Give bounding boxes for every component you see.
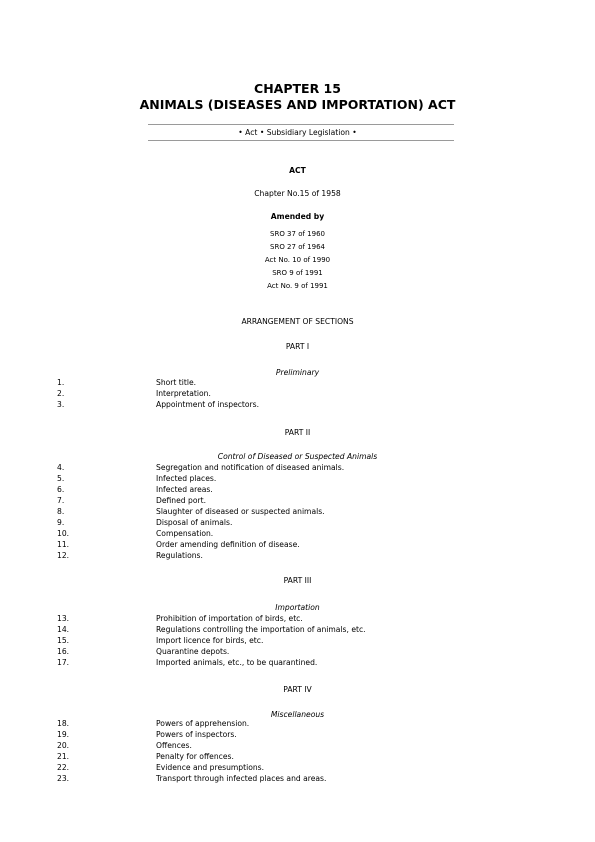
section-number: 15. xyxy=(57,636,70,645)
section-title[interactable]: Slaughter of diseased or suspected animals. xyxy=(156,507,325,516)
section-title[interactable]: Defined port. xyxy=(156,496,207,505)
amended-by-label: Amended by xyxy=(270,212,325,221)
section-number: 4. xyxy=(57,463,65,472)
section-row[interactable] xyxy=(0,752,595,763)
section-row[interactable] xyxy=(0,540,595,551)
section-title[interactable]: Compensation. xyxy=(156,529,214,538)
part-subtitle: Miscellaneous xyxy=(270,710,325,719)
section-row[interactable] xyxy=(0,496,595,507)
section-title[interactable]: Interpretation. xyxy=(156,389,211,398)
section-title[interactable]: Order amending definition of disease. xyxy=(156,540,300,549)
act-link[interactable]: Act xyxy=(245,128,258,137)
section-number: 21. xyxy=(57,752,70,761)
amendment-item: SRO 9 of 1991 xyxy=(272,269,323,277)
section-number: 6. xyxy=(57,485,65,494)
section-row[interactable] xyxy=(0,774,595,785)
section-row[interactable] xyxy=(0,614,595,625)
part-label: PART I xyxy=(285,342,310,351)
section-title[interactable]: Segregation and notification of diseased animals. xyxy=(156,463,345,472)
section-row[interactable] xyxy=(0,551,595,562)
legislation-nav xyxy=(0,128,595,137)
section-title[interactable]: Offences. xyxy=(156,741,192,750)
nav-bullet: • xyxy=(238,128,243,137)
part-subtitle: Control of Diseased or Suspected Animals xyxy=(217,452,378,461)
section-title[interactable]: Transport through infected places and areas. xyxy=(156,774,327,783)
part-subtitle: Preliminary xyxy=(275,368,320,377)
section-title[interactable]: Powers of inspectors. xyxy=(156,730,237,739)
section-row[interactable] xyxy=(0,763,595,774)
section-number: 1. xyxy=(57,378,65,387)
section-title[interactable]: Appointment of inspectors. xyxy=(156,400,260,409)
section-number: 20. xyxy=(57,741,70,750)
act-heading: ACT xyxy=(289,166,306,175)
section-number: 8. xyxy=(57,507,65,516)
section-row[interactable] xyxy=(0,378,595,389)
section-number: 3. xyxy=(57,400,65,409)
amendment-item: SRO 27 of 1964 xyxy=(270,243,325,251)
section-number: 22. xyxy=(57,763,70,772)
section-number: 10. xyxy=(57,529,70,538)
amendment-item: SRO 37 of 1960 xyxy=(270,230,325,238)
arrangement-heading: ARRANGEMENT OF SECTIONS xyxy=(241,317,354,326)
section-row[interactable] xyxy=(0,658,595,669)
section-number: 12. xyxy=(57,551,70,560)
amendment-item: Act No. 9 of 1991 xyxy=(267,282,328,290)
section-row[interactable] xyxy=(0,719,595,730)
section-row[interactable] xyxy=(0,647,595,658)
section-row[interactable] xyxy=(0,474,595,485)
section-number: 17. xyxy=(57,658,70,667)
section-title[interactable]: Prohibition of importation of birds, etc. xyxy=(156,614,303,623)
section-title[interactable]: Powers of apprehension. xyxy=(156,719,250,728)
section-number: 11. xyxy=(57,540,70,549)
amendment-item: Act No. 10 of 1990 xyxy=(264,256,331,264)
section-number: 7. xyxy=(57,496,65,505)
section-number: 14. xyxy=(57,625,70,634)
section-title[interactable]: Short title. xyxy=(156,378,197,387)
section-row[interactable] xyxy=(0,485,595,496)
section-row[interactable] xyxy=(0,741,595,752)
section-row[interactable] xyxy=(0,463,595,474)
section-title[interactable]: Disposal of animals. xyxy=(156,518,233,527)
bottom-divider xyxy=(148,140,454,141)
section-title[interactable]: Quarantine depots. xyxy=(156,647,230,656)
section-number: 13. xyxy=(57,614,70,623)
section-number: 9. xyxy=(57,518,65,527)
section-row[interactable] xyxy=(0,730,595,741)
section-title[interactable]: Infected areas. xyxy=(156,485,213,494)
section-title[interactable]: Penalty for offences. xyxy=(156,752,234,761)
section-title[interactable]: Imported animals, etc., to be quarantined. xyxy=(156,658,318,667)
section-title[interactable]: Import licence for birds, etc. xyxy=(156,636,264,645)
section-number: 16. xyxy=(57,647,70,656)
section-number: 2. xyxy=(57,389,65,398)
part-label: PART III xyxy=(283,576,312,585)
section-row[interactable] xyxy=(0,518,595,529)
section-row[interactable] xyxy=(0,625,595,636)
section-row[interactable] xyxy=(0,389,595,400)
section-title[interactable]: Infected places. xyxy=(156,474,217,483)
section-title[interactable]: Regulations. xyxy=(156,551,203,560)
part-subtitle: Importation xyxy=(275,603,320,612)
section-row[interactable] xyxy=(0,400,595,411)
chapter-heading: CHAPTER 15 xyxy=(254,81,341,96)
section-number: 5. xyxy=(57,474,65,483)
section-number: 19. xyxy=(57,730,70,739)
section-row[interactable] xyxy=(0,507,595,518)
part-label: PART II xyxy=(284,428,311,437)
act-title: ANIMALS (DISEASES AND IMPORTATION) ACT xyxy=(139,97,456,112)
section-number: 23. xyxy=(57,774,70,783)
subsidiary-legislation-link[interactable]: Subsidiary Legislation xyxy=(266,128,350,137)
section-row[interactable] xyxy=(0,636,595,647)
section-number: 18. xyxy=(57,719,70,728)
section-row[interactable] xyxy=(0,529,595,540)
section-title[interactable]: Regulations controlling the importation of animals, etc. xyxy=(156,625,366,634)
part-label: PART IV xyxy=(283,685,312,694)
section-title[interactable]: Evidence and presumptions. xyxy=(156,763,265,772)
top-divider xyxy=(148,124,454,125)
nav-bullet: • xyxy=(259,128,265,137)
nav-bullet: • xyxy=(352,128,357,137)
chapter-number: Chapter No.15 of 1958 xyxy=(254,189,341,198)
